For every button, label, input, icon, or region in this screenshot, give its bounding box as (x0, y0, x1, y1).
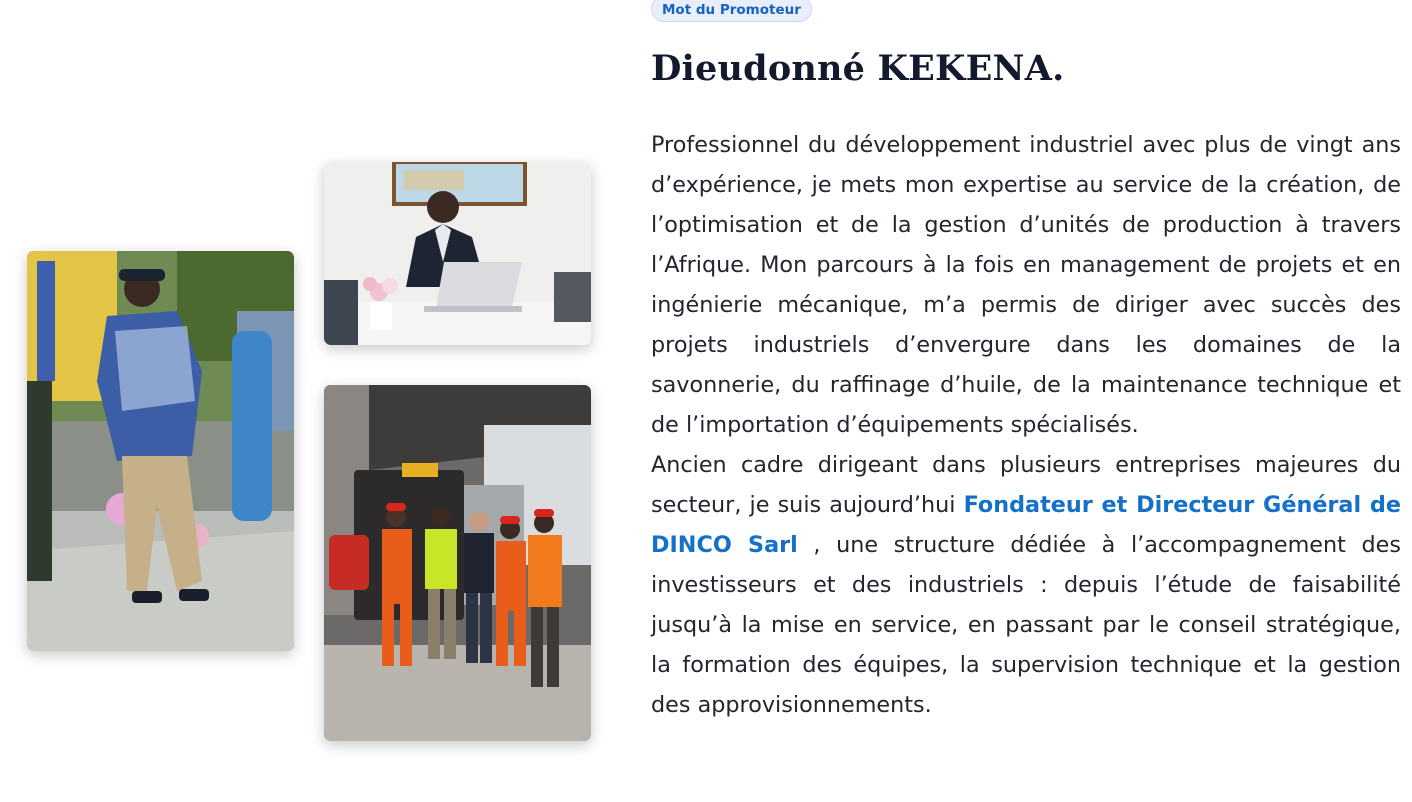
bio-paragraph-1: Professionnel du développement industriel avec plus de vingt ans d’expérience, je mets mon expertise au service de la création, de l’optimisation et de la gestion d’unités de production à travers l’Afrique. Mon parcours à la fois en management de projets et en ingénierie mécanique, m’a permis de diriger avec succès des projets industriels d’envergure dans les domaines de la savonnerie, du raffinage d’huile, de la maintenance technique et de l’importation d’équipements spécialisés. (651, 132, 1401, 438)
promoter-name: Dieudonné KEKENA. (651, 48, 1065, 89)
company-role-highlight: Fondateur et Directeur Général de DINCO Sarl (651, 492, 1401, 558)
photo-promoter-walking (27, 251, 294, 651)
section-badge: Mot du Promoteur (651, 0, 812, 22)
photo-promoter-office (324, 162, 591, 345)
photo-team-factory (324, 385, 591, 741)
bio-paragraph-2 (651, 445, 1401, 725)
bio-text: Ancien cadre dirigeant dans plusieurs entreprises majeures du secteur, je suis aujourd’hui (651, 452, 1401, 518)
bio-text: , une structure dédiée à l’accompagnement des investisseurs et des industriels : depuis l’étude de faisabilité jusqu’à la mise en service, en passant par le conseil stratégique, la formation des équipes, la supervision technique et la gestion des approvisionnements. (651, 532, 1401, 718)
promoter-bio (651, 125, 1401, 725)
